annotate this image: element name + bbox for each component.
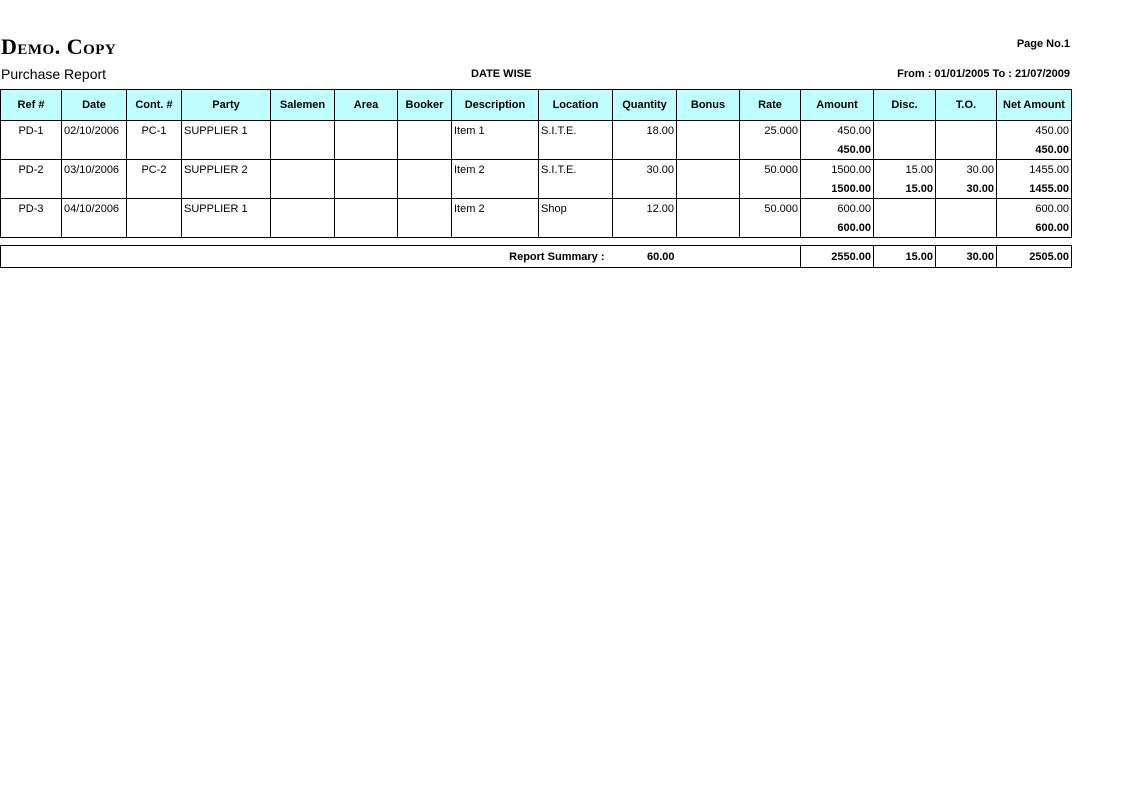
cell-quantity: 30.00 [613,160,677,180]
table-row [1,121,1072,141]
cell-amount: 1500.00 [801,160,874,180]
summary-quantity: 60.00 [613,246,677,268]
col-header-party: Party [182,90,271,121]
cell-to [936,199,997,219]
cell-salemen [271,160,335,180]
cell-rate: 50.000 [740,160,801,180]
page-number: Page No.1 [1016,38,1070,50]
subtotal-disc [874,140,936,160]
cell-date: 04/10/2006 [62,199,127,219]
subtotal-row [1,140,1072,160]
summary-to: 30.00 [936,246,997,268]
report-mode: DATE WISE [471,68,532,80]
cell-cont [127,199,182,219]
col-header-booker: Booker [398,90,452,121]
date-range: From : 01/01/2005 To : 21/07/2009 [897,68,1070,80]
table-row [1,160,1072,180]
cell-description: Item 2 [452,199,539,219]
report-summary [0,245,1072,268]
cell-disc: 15.00 [874,160,936,180]
col-header-rate: Rate [740,90,801,121]
cell-booker [398,121,452,141]
cell-cont: PC-2 [127,160,182,180]
cell-to [936,121,997,141]
subtotal-amount: 600.00 [801,218,874,238]
col-header-description: Description [452,90,539,121]
summary-net: 2505.00 [997,246,1072,268]
col-header-area: Area [335,90,398,121]
cell-ref: PD-3 [1,199,62,219]
cell-bonus [677,199,740,219]
subtotal-disc: 15.00 [874,179,936,199]
cell-date: 03/10/2006 [62,160,127,180]
col-header-location: Location [539,90,613,121]
cell-booker [398,199,452,219]
table-row [1,199,1072,219]
cell-area [335,160,398,180]
cell-area [335,121,398,141]
cell-salemen [271,121,335,141]
summary-label: Report Summary : [1,246,613,268]
col-header-bonus: Bonus [677,90,740,121]
cell-area [335,199,398,219]
subtotal-net: 450.00 [997,140,1072,160]
col-header-net-amount: Net Amount [997,90,1072,121]
cell-cont: PC-1 [127,121,182,141]
col-header-date: Date [62,90,127,121]
cell-ref: PD-1 [1,121,62,141]
col-header-cont: Cont. # [127,90,182,121]
col-header-amount: Amount [801,90,874,121]
cell-party: SUPPLIER 1 [182,121,271,141]
col-header-disc: Disc. [874,90,936,121]
cell-description: Item 2 [452,160,539,180]
subtotal-net: 1455.00 [997,179,1072,199]
cell-amount: 600.00 [801,199,874,219]
cell-location: S.I.T.E. [539,121,613,141]
subtotal-net: 600.00 [997,218,1072,238]
cell-date: 02/10/2006 [62,121,127,141]
subtotal-disc [874,218,936,238]
subtotal-to: 30.00 [936,179,997,199]
cell-net: 1455.00 [997,160,1072,180]
cell-bonus [677,160,740,180]
cell-party: SUPPLIER 1 [182,199,271,219]
col-header-ref: Ref # [1,90,62,121]
subtotal-to [936,140,997,160]
subtotal-to [936,218,997,238]
cell-quantity: 12.00 [613,199,677,219]
summary-amount: 2550.00 [801,246,874,268]
table-header-row [1,90,1072,121]
report-title: Purchase Report [1,66,107,82]
col-header-salemen: Salemen [271,90,335,121]
cell-location: S.I.T.E. [539,160,613,180]
cell-party: SUPPLIER 2 [182,160,271,180]
subtotal-row [1,218,1072,238]
cell-rate: 25.000 [740,121,801,141]
cell-quantity: 18.00 [613,121,677,141]
cell-to: 30.00 [936,160,997,180]
cell-booker [398,160,452,180]
subtotal-row [1,179,1072,199]
cell-disc [874,121,936,141]
summary-disc: 15.00 [874,246,936,268]
cell-ref: PD-2 [1,160,62,180]
cell-description: Item 1 [452,121,539,141]
cell-rate: 50.000 [740,199,801,219]
cell-bonus [677,121,740,141]
subtotal-amount: 450.00 [801,140,874,160]
cell-net: 600.00 [997,199,1072,219]
summary-row [1,246,1072,268]
cell-salemen [271,199,335,219]
col-header-to: T.O. [936,90,997,121]
cell-net: 450.00 [997,121,1072,141]
cell-location: Shop [539,199,613,219]
col-header-quantity: Quantity [613,90,677,121]
purchase-table [0,89,1072,238]
subtotal-amount: 1500.00 [801,179,874,199]
demo-copy-watermark: Demo. Copy [1,34,117,59]
cell-amount: 450.00 [801,121,874,141]
cell-disc [874,199,936,219]
